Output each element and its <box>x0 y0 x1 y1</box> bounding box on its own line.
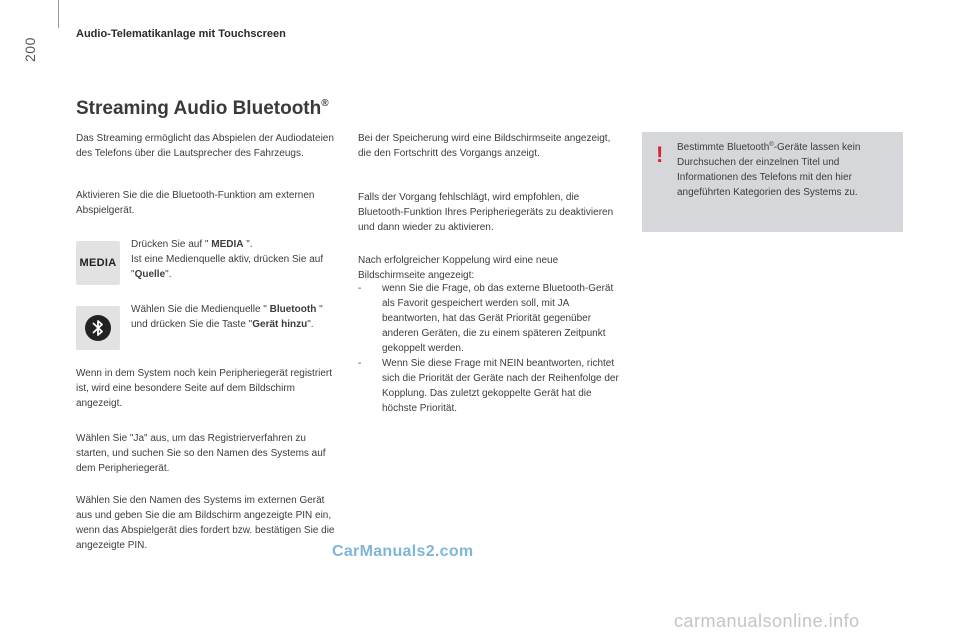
saving-paragraph: Bei der Speicherung wird eine Bildschirmseite angezeigt, die den Fortschritt des Vorgangs anzeigt. <box>358 133 611 159</box>
margin-rule <box>58 0 59 28</box>
step-bluetooth-add-device: Gerät hinzu <box>252 319 308 330</box>
step-media-d: Ist eine Medienquelle aktiv, drücken Sie auf " <box>131 254 324 280</box>
step-media-c: ". <box>243 239 253 250</box>
activate-paragraph: Aktivieren Sie die die Bluetooth-Funktion am externen Abspielgerät. <box>76 190 315 216</box>
pairing-list <box>358 281 620 416</box>
list-dash: - <box>358 358 362 369</box>
step-bluetooth-e: ". <box>307 319 314 330</box>
step-media <box>131 237 336 282</box>
bluetooth-icon <box>76 306 120 350</box>
step-media-a: Drücken Sie auf " <box>131 239 212 250</box>
no-device-paragraph: Wenn in dem System noch kein Peripheriegerät registriert ist, wird eine besondere Seite auf dem Bildschirm angezeigt. <box>76 368 333 409</box>
step-bluetooth <box>131 302 341 332</box>
step-bluetooth-bluetooth: Bluetooth <box>269 304 317 315</box>
page-title-registered-mark: ® <box>321 98 329 109</box>
page-title-text: Streaming Audio Bluetooth <box>76 98 322 119</box>
exclamation-icon: ! <box>656 142 664 167</box>
step-media-media: MEDIA <box>211 239 244 250</box>
list-item <box>358 356 620 416</box>
list-item-text: wenn Sie die Frage, ob das externe Bluetooth-Gerät als Favorit gespeichert werden soll, mit JA beantworten, hat das Gerät Priorität gegenüber anderen Geräten, die zu einem späteren Zeitpunkt gekoppelt werden. <box>382 283 614 354</box>
list-item <box>358 281 620 356</box>
watermark-carmanualsonline: carmanualsonline.info <box>674 611 860 631</box>
list-dash: - <box>358 283 362 294</box>
intro-paragraph: Das Streaming ermöglicht das Abspielen der Audiodateien des Telefons über die Lautsprecher des Fahrzeugs. <box>76 133 334 159</box>
step-bluetooth-a: Wählen Sie die Medienquelle " <box>131 304 270 315</box>
page-title <box>76 98 329 120</box>
step-media-f: ". <box>165 269 172 280</box>
warning-note-box <box>642 132 903 232</box>
warning-text-a: Bestimmte Bluetooth <box>677 142 770 153</box>
warning-text-sup: ® <box>769 142 774 148</box>
media-icon <box>76 241 120 285</box>
media-icon-label: MEDIA <box>79 257 117 269</box>
warning-text-b: -Geräte lassen kein Durchsuchen der einzelnen Titel und Informationen des Telefons mit den hier angeführten Kategorien des Systems zu. <box>677 142 861 198</box>
warning-note-text <box>677 138 892 200</box>
pin-paragraph: Wählen Sie den Namen des Systems im externen Gerät aus und geben Sie die am Bildschirm angezeigte PIN ein, wenn das Abspielgerät dies fordert bzw. bestätigen Sie die angezeigte PIN. <box>76 495 335 551</box>
watermark-carmanuals2: CarManuals2.com <box>332 543 474 560</box>
step-bluetooth-c: " und drücken Sie die Taste " <box>131 304 323 330</box>
step-media-quelle: Quelle <box>134 269 166 280</box>
register-paragraph: Wählen Sie "Ja" aus, um das Registrierverfahren zu starten, und suchen Sie so den Namen des Systems auf dem Peripheriegerät. <box>76 433 326 474</box>
bluetooth-glyph-icon <box>83 313 113 343</box>
failure-paragraph: Falls der Vorgang fehlschlägt, wird empfohlen, die Bluetooth-Funktion Ihres Peripheriegeräts zu deaktivieren und dann wieder zu aktivieren. <box>358 192 614 233</box>
page-number: 200 <box>22 37 38 62</box>
list-item-text: Wenn Sie diese Frage mit NEIN beantworten, richtet sich die Priorität der Geräte nach der Reihenfolge der Kopplung. Das zuletzt gekoppelte Gerät hat die höchste Priorität. <box>382 358 619 414</box>
pairing-paragraph: Nach erfolgreicher Koppelung wird eine neue Bildschirmseite angezeigt: <box>358 255 559 281</box>
chapter-header: Audio-Telematikanlage mit Touchscreen <box>76 28 286 40</box>
